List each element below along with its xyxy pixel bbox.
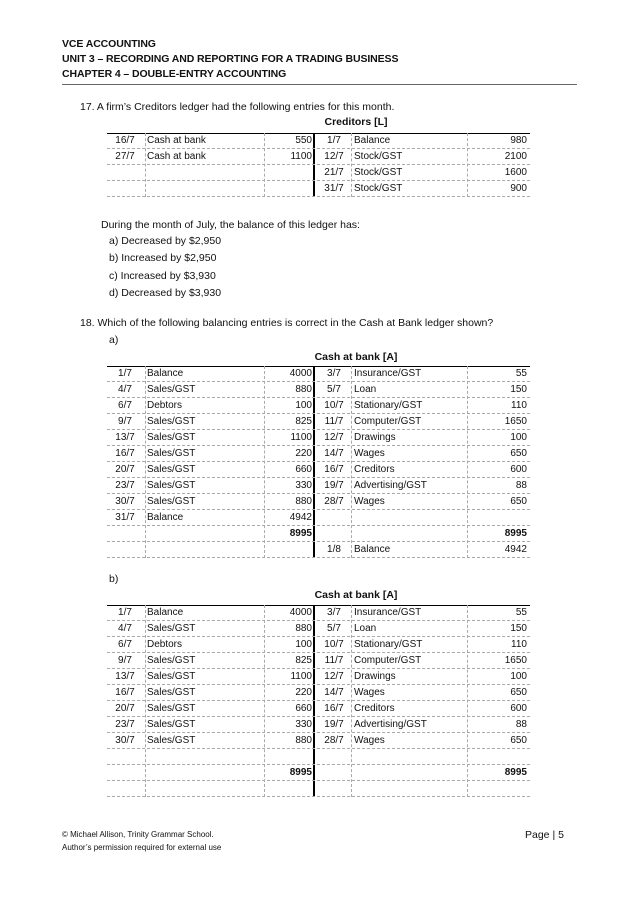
q18-part-b-label[interactable]: b)	[109, 573, 119, 585]
ledger-amount: 900	[510, 183, 527, 194]
ledger-row	[107, 165, 530, 181]
ledger-amount: 100	[510, 671, 527, 682]
footer	[62, 828, 221, 854]
ledger-date: 16/7	[324, 464, 344, 475]
ledger-date: 5/7	[327, 623, 341, 634]
q17-text: 17. A firm’s Creditors ledger had the following entries for this month.	[80, 101, 395, 113]
ledger-row	[107, 733, 530, 749]
ledger-description	[147, 781, 267, 797]
ledger-description: Advertising/GST	[354, 480, 427, 491]
header-chapter: CHAPTER 4 – DOUBLE-ENTRY ACCOUNTING	[62, 68, 287, 80]
document-header	[62, 37, 577, 82]
header-divider	[62, 84, 577, 85]
ledger-date: 19/7	[324, 719, 344, 730]
q17-option-a[interactable]: a) Decreased by $2,950	[109, 235, 222, 247]
ledger-description: Sales/GST	[147, 703, 196, 714]
ledger-row	[107, 382, 530, 398]
ledger-date: 6/7	[118, 400, 132, 411]
ledger-amount: 330	[295, 719, 312, 730]
ledger-date: 1/7	[118, 607, 132, 618]
ledger-amount: 660	[295, 464, 312, 475]
ledger-description: Balance	[354, 135, 391, 146]
ledger-date: 30/7	[115, 496, 135, 507]
ledger-amount: 88	[515, 480, 527, 491]
ledger-date	[316, 749, 352, 765]
page-number: Page | 5	[525, 829, 564, 841]
ledger-amount: 4000	[289, 607, 312, 618]
q17-option-b[interactable]: b) Increased by $2,950	[109, 252, 217, 265]
ledger-description: Sales/GST	[147, 464, 196, 475]
ledger-amount	[267, 165, 312, 181]
ledger-description: Balance	[147, 512, 184, 523]
ledger-description	[147, 181, 267, 197]
ledger-amount: 110	[511, 400, 527, 411]
ledger-description	[354, 749, 464, 765]
ledger-row	[107, 446, 530, 462]
ledger-date: 27/7	[115, 151, 135, 162]
q17-option-c[interactable]: c) Increased by $3,930	[109, 269, 216, 282]
ledger-row	[107, 605, 530, 621]
ledger-amount: 150	[510, 623, 527, 634]
ledger-description: Debtors	[147, 400, 183, 411]
ledger-date	[316, 781, 352, 797]
ledger-description: Insurance/GST	[354, 607, 422, 618]
ledger-description: Stock/GST	[354, 151, 403, 162]
ledger-row	[107, 637, 530, 653]
ledger-description: Drawings	[354, 432, 396, 443]
ledger-date: 13/7	[115, 432, 135, 443]
ledger-amount: 880	[295, 384, 312, 395]
header-unit: UNIT 3 – RECORDING AND REPORTING FOR A TRADING BUSINESS	[62, 53, 399, 65]
ledger-description: Sales/GST	[147, 448, 196, 459]
ledger-description: Creditors	[354, 703, 395, 714]
ledger-date: 5/7	[327, 384, 341, 395]
ledger-description: Drawings	[354, 671, 396, 682]
ledger-amount: 100	[510, 432, 527, 443]
ledger-description: Stock/GST	[354, 167, 403, 178]
ledger-description	[354, 781, 464, 797]
ledger-date	[107, 765, 143, 781]
ledger-date	[107, 781, 143, 797]
ledger-amount: 1100	[290, 151, 312, 162]
ledger-row	[107, 542, 530, 558]
ledger-amount: 1650	[504, 416, 527, 427]
ledger-date: 19/7	[324, 480, 344, 491]
ledger-description	[147, 542, 267, 558]
ledger-date: 1/7	[327, 135, 341, 146]
ledger-description: Sales/GST	[147, 384, 196, 395]
ledger-description: Sales/GST	[147, 655, 196, 666]
ledger-description: Balance	[147, 607, 184, 618]
ledger-amount: 1100	[290, 671, 312, 682]
ledger-row	[107, 717, 530, 733]
ledger-amount	[267, 749, 312, 765]
ledger-description: Sales/GST	[147, 480, 196, 491]
ledger-date: 14/7	[324, 448, 344, 459]
ledger-description	[147, 526, 267, 542]
ledger-date: 23/7	[115, 719, 135, 730]
ledger-amount: 8995	[504, 528, 527, 539]
ledger-description: Stock/GST	[354, 183, 403, 194]
ledger-amount: 1600	[504, 167, 527, 178]
ledger-amount: 8995	[504, 767, 527, 778]
ledger-row	[107, 765, 530, 781]
ledger-row	[107, 526, 530, 542]
ledger-amount: 880	[295, 623, 312, 634]
ledger-amount: 650	[510, 448, 527, 459]
ledger-amount: 1650	[504, 655, 527, 666]
q17-prompt: During the month of July, the balance of this ledger has:	[101, 219, 360, 231]
ledger-description: Sales/GST	[147, 671, 196, 682]
ledger-date: 3/7	[327, 607, 341, 618]
q18-part-a-label[interactable]: a)	[109, 334, 119, 346]
cash-ledger-b-title: Cash at bank [A]	[314, 589, 398, 601]
ledger-date	[316, 526, 352, 542]
ledger-row	[107, 701, 530, 717]
ledger-amount: 650	[510, 496, 527, 507]
ledger-amount: 110	[511, 639, 527, 650]
ledger-description	[354, 510, 464, 526]
ledger-description: Sales/GST	[147, 687, 196, 698]
ledger-date: 10/7	[324, 400, 344, 411]
ledger-row	[107, 510, 530, 526]
ledger-description: Computer/GST	[354, 655, 422, 666]
ledger-date: 1/7	[118, 368, 132, 379]
ledger-description: Sales/GST	[147, 623, 196, 634]
ledger-amount: 8995	[289, 528, 312, 539]
ledger-date: 10/7	[324, 639, 344, 650]
ledger-amount	[267, 181, 312, 197]
ledger-description: Cash at bank	[147, 135, 206, 146]
ledger-date: 13/7	[115, 671, 135, 682]
ledger-amount	[267, 542, 312, 558]
ledger-date: 28/7	[324, 735, 344, 746]
ledger-date: 16/7	[324, 703, 344, 714]
ledger-date	[316, 510, 352, 526]
ledger-description	[147, 765, 267, 781]
ledger-description: Wages	[354, 448, 385, 459]
ledger-amount	[467, 749, 527, 765]
ledger-description: Loan	[354, 384, 377, 395]
ledger-date: 12/7	[324, 151, 344, 162]
ledger-description: Loan	[354, 623, 377, 634]
ledger-date	[316, 765, 352, 781]
creditors-ledger-title: Creditors [L]	[324, 116, 388, 128]
ledger-row	[107, 414, 530, 430]
ledger-date: 23/7	[115, 480, 135, 491]
ledger-description: Debtors	[147, 639, 183, 650]
ledger-amount: 4000	[289, 368, 312, 379]
ledger-amount: 150	[510, 384, 527, 395]
ledger-amount: 100	[295, 400, 312, 411]
ledger-row	[107, 669, 530, 685]
ledger-amount: 55	[515, 607, 527, 618]
ledger-date: 9/7	[118, 655, 132, 666]
ledger-amount: 220	[295, 687, 312, 698]
ledger-date: 3/7	[327, 368, 341, 379]
ledger-amount: 330	[295, 480, 312, 491]
q18-text: 18. Which of the following balancing entries is correct in the Cash at Bank ledger shown?	[80, 317, 494, 329]
ledger-amount: 550	[295, 135, 312, 146]
ledger-description: Wages	[354, 687, 385, 698]
ledger-amount: 2100	[504, 151, 527, 162]
ledger-description: Wages	[354, 496, 385, 507]
ledger-amount: 55	[515, 368, 527, 379]
ledger-amount: 880	[295, 496, 312, 507]
ledger-description	[354, 765, 464, 781]
ledger-description: Insurance/GST	[354, 368, 422, 379]
ledger-description: Stationary/GST	[354, 639, 423, 650]
ledger-amount: 880	[295, 735, 312, 746]
ledger-description: Computer/GST	[354, 416, 422, 427]
ledger-date: 21/7	[324, 167, 344, 178]
q17-options	[109, 233, 221, 302]
ledger-row	[107, 781, 530, 797]
ledger-row	[107, 621, 530, 637]
ledger-date: 31/7	[324, 183, 344, 194]
ledger-amount	[467, 781, 527, 797]
ledger-date	[107, 526, 143, 542]
ledger-amount: 660	[295, 703, 312, 714]
ledger-row	[107, 685, 530, 701]
ledger-date: 16/7	[115, 135, 135, 146]
ledger-description: Sales/GST	[147, 432, 196, 443]
ledger-amount: 600	[510, 464, 527, 475]
ledger-date: 28/7	[324, 496, 344, 507]
ledger-row	[107, 181, 530, 197]
ledger-row	[107, 478, 530, 494]
ledger-date	[107, 165, 143, 181]
ledger-date: 6/7	[118, 639, 132, 650]
ledger-date: 9/7	[118, 416, 132, 427]
ledger-date: 31/7	[115, 512, 135, 523]
ledger-row	[107, 366, 530, 382]
ledger-description: Cash at bank	[147, 151, 206, 162]
ledger-description: Sales/GST	[147, 735, 196, 746]
ledger-description: Wages	[354, 735, 385, 746]
ledger-date: 11/7	[324, 655, 344, 666]
footer-copyright: © Michael Allison, Trinity Grammar School.	[62, 830, 214, 839]
ledger-date: 30/7	[115, 735, 135, 746]
ledger-amount	[467, 510, 527, 526]
q17-option-d[interactable]: d) Decreased by $3,930	[109, 286, 222, 299]
ledger-row	[107, 749, 530, 765]
cash-ledger-a-title: Cash at bank [A]	[314, 351, 398, 363]
ledger-description	[354, 526, 464, 542]
ledger-date	[107, 181, 143, 197]
ledger-row	[107, 462, 530, 478]
ledger-amount: 650	[510, 687, 527, 698]
ledger-amount: 825	[295, 655, 312, 666]
ledger-amount: 600	[510, 703, 527, 714]
ledger-description: Sales/GST	[147, 719, 196, 730]
ledger-description	[147, 165, 267, 181]
ledger-date: 12/7	[324, 671, 344, 682]
ledger-amount: 8995	[289, 767, 312, 778]
ledger-row	[107, 133, 530, 149]
ledger-amount: 980	[510, 135, 527, 146]
ledger-date: 20/7	[115, 703, 135, 714]
ledger-description: Balance	[354, 544, 391, 555]
ledger-date: 20/7	[115, 464, 135, 475]
ledger-row	[107, 653, 530, 669]
ledger-date: 16/7	[115, 687, 135, 698]
ledger-description	[147, 749, 267, 765]
ledger-date	[107, 749, 143, 765]
ledger-date: 14/7	[324, 687, 344, 698]
ledger-amount: 4942	[289, 512, 312, 523]
ledger-date	[107, 542, 143, 558]
ledger-description: Sales/GST	[147, 496, 196, 507]
ledger-date: 16/7	[115, 448, 135, 459]
ledger-amount	[267, 781, 312, 797]
ledger-description: Creditors	[354, 464, 395, 475]
ledger-amount: 220	[295, 448, 312, 459]
ledger-description: Balance	[147, 368, 184, 379]
ledger-description: Sales/GST	[147, 416, 196, 427]
ledger-amount: 825	[295, 416, 312, 427]
ledger-date: 12/7	[324, 432, 344, 443]
ledger-date: 4/7	[118, 384, 132, 395]
ledger-date: 11/7	[324, 416, 344, 427]
ledger-amount: 1100	[290, 432, 312, 443]
ledger-description: Stationary/GST	[354, 400, 423, 411]
ledger-amount: 4942	[504, 544, 527, 555]
ledger-row	[107, 430, 530, 446]
ledger-row	[107, 149, 530, 165]
ledger-date: 4/7	[118, 623, 132, 634]
ledger-description: Advertising/GST	[354, 719, 427, 730]
ledger-row	[107, 398, 530, 414]
ledger-amount: 650	[510, 735, 527, 746]
ledger-amount: 88	[515, 719, 527, 730]
ledger-date: 1/8	[327, 544, 341, 555]
ledger-amount: 100	[295, 639, 312, 650]
footer-permission: Author’s permission required for external use	[62, 843, 222, 852]
ledger-row	[107, 494, 530, 510]
header-subject: VCE ACCOUNTING	[62, 38, 156, 50]
